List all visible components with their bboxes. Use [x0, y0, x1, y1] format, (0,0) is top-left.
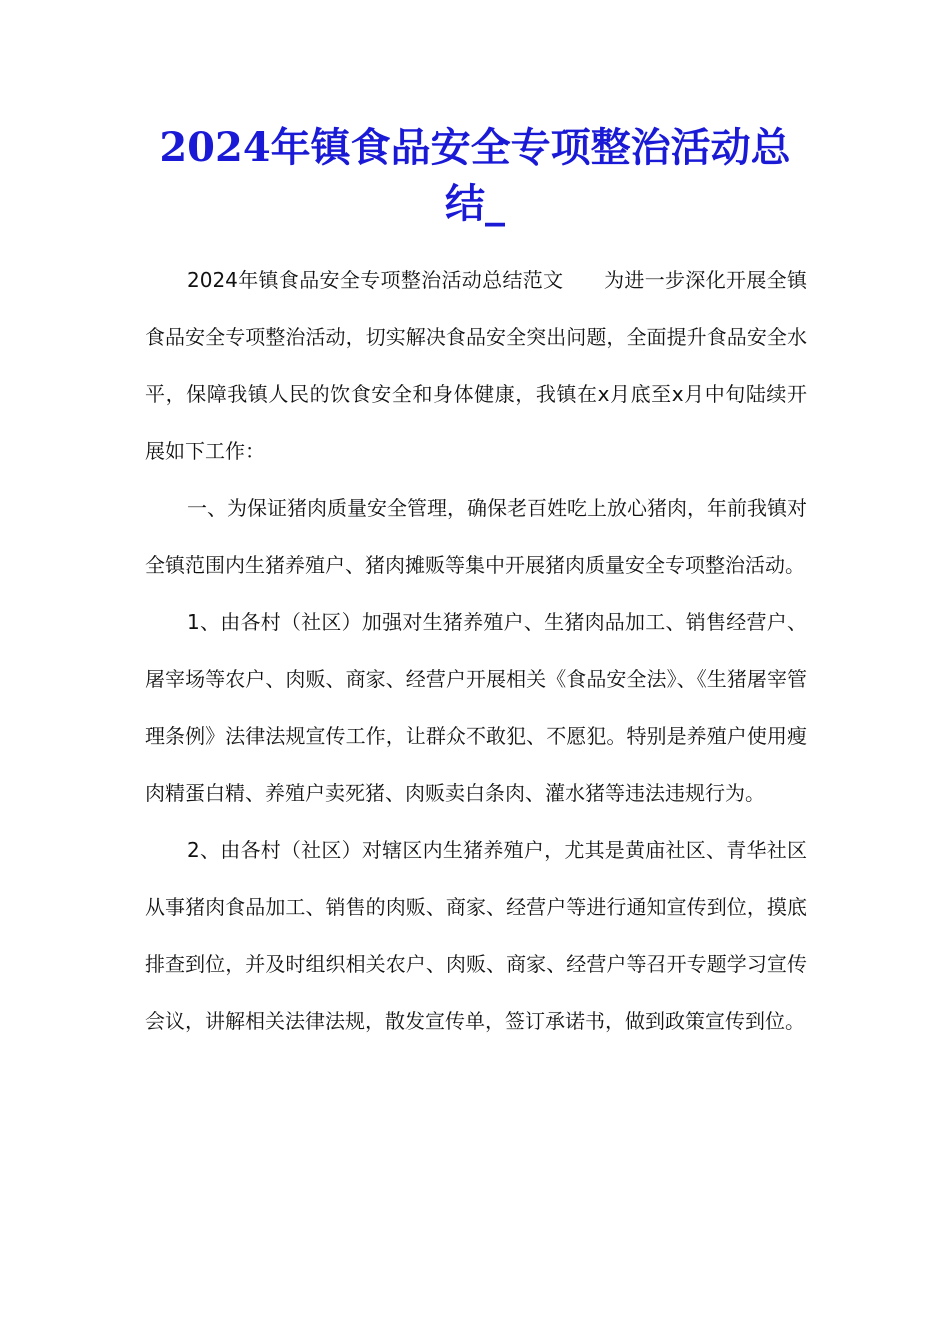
paragraph-item-1: 1、由各村（社区）加强对生猪养殖户、生猪肉品加工、销售经营户、屠宰场等农户、肉贩、商家、经营户开展相关《食品安全法》、《生猪屠宰管理条例》法律法规宣传工作，让群众不敢犯、不愿犯。特别是养殖户使用瘦肉精蛋白精、养殖户卖死猪、肉贩卖白条肉、灌水猪等违法违规行为。 [145, 610, 807, 805]
document-title: 2024年镇食品安全专项整治活动总结_ [159, 124, 791, 227]
paragraph-intro: 2024年镇食品安全专项整治活动总结范文 为进一步深化开展全镇食品安全专项整治活动，切实解决食品安全突出问题，全面提升食品安全水平，保障我镇人民的饮食安全和身体健康，我镇在x月底至x月中旬陆续开展如下工作： [145, 268, 807, 463]
document-body [145, 252, 807, 1050]
paragraph-section-1: 一、为保证猪肉质量安全管理，确保老百姓吃上放心猪肉，年前我镇对全镇范围内生猪养殖户、猪肉摊贩等集中开展猪肉质量安全专项整治活动。 [145, 496, 807, 577]
paragraph-item-2: 2、由各村（社区）对辖区内生猪养殖户，尤其是黄庙社区、青华社区从事猪肉食品加工、销售的肉贩、商家、经营户等进行通知宣传到位，摸底排查到位，并及时组织相关农户、肉贩、商家、经营户等召开专题学习宣传会议，讲解相关法律法规，散发宣传单，签订承诺书，做到政策宣传到位。 [145, 838, 807, 1033]
